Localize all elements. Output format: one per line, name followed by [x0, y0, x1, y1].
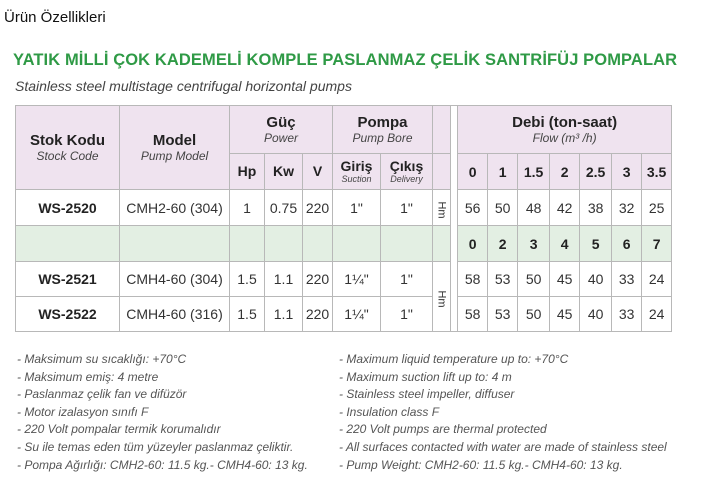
delivery-sublabel: Delivery [390, 174, 423, 184]
head-unit-label: Hm [435, 200, 448, 219]
page-title: Ürün Özellikleri [4, 9, 106, 26]
suction-header [333, 154, 381, 190]
kw-header: Kw [265, 154, 303, 190]
hp-cell: 1 [230, 190, 265, 226]
head-cell: 45 [550, 262, 580, 297]
empty-cell [265, 226, 303, 262]
suction-cell: 1¼" [333, 297, 381, 332]
suction-cell: 1¼" [333, 262, 381, 297]
head-cell: 40 [580, 297, 612, 332]
flow-value-b: 7 [642, 226, 672, 262]
bore-label: Pompa [357, 114, 408, 131]
spec-table [15, 105, 672, 332]
kw-cell: 0.75 [265, 190, 303, 226]
bore-sublabel: Pump Bore [352, 131, 413, 145]
model-label: Model [152, 132, 197, 149]
head-cell: 38 [580, 190, 612, 226]
head-unit-cell [433, 262, 451, 332]
empty-cell [120, 226, 230, 262]
unit-spacer-cell [433, 106, 451, 154]
flow-sublabel: Flow (m³ /h) [532, 131, 597, 145]
head-cell: 48 [518, 190, 550, 226]
head-cell: 53 [488, 297, 518, 332]
delivery-label: Çıkış [389, 158, 424, 174]
product-heading-en: Stainless steel multistage centrifugal horizontal pumps [15, 78, 352, 94]
note-item: - 220 Volt pumps are thermal protected [339, 422, 547, 437]
note-item: - Pump Weight: CMH2-60: 11.5 kg.- CMH4-60: 13 kg. [339, 457, 623, 472]
table-row [16, 297, 672, 332]
flow-value-b: 4 [550, 226, 580, 262]
head-cell: 42 [550, 190, 580, 226]
head-cell: 33 [612, 262, 642, 297]
model-sublabel: Pump Model [140, 149, 209, 163]
empty-cell [333, 226, 381, 262]
note-item: - Maksimum su sıcaklığı: +70°C [17, 352, 187, 366]
flow-value-a: 0 [458, 154, 488, 190]
hp-cell: 1.5 [230, 297, 265, 332]
flow-value-a: 2 [550, 154, 580, 190]
model-cell: CMH4-60 (304) [120, 262, 230, 297]
table-row [16, 190, 672, 226]
stock-code-sublabel: Stock Code [36, 149, 99, 163]
bore-header [333, 106, 433, 154]
note-item: - Su ile temas eden tüm yüzeyler paslanmaz çeliktir. [17, 439, 294, 454]
head-cell: 45 [550, 297, 580, 332]
note-item: - Pompa Ağırlığı: CMH2-60: 11.5 kg.- CMH4-60: 13 kg. [17, 457, 308, 472]
note-item: - 220 Volt pompalar termik korumalıdır [17, 422, 221, 437]
hp-header: Hp [230, 154, 265, 190]
flow-value-b: 3 [518, 226, 550, 262]
head-unit-label: Hm [435, 289, 448, 308]
note-item: - Motor izalasyon sınıfı F [17, 404, 149, 419]
kw-cell: 1.1 [265, 297, 303, 332]
model-cell: CMH2-60 (304) [120, 190, 230, 226]
suction-sublabel: Suction [341, 174, 372, 184]
suction-label: Giriş [340, 158, 373, 174]
kw-cell: 1.1 [265, 262, 303, 297]
head-cell: 58 [458, 262, 488, 297]
empty-cell [381, 226, 433, 262]
head-cell: 50 [518, 262, 550, 297]
power-label: Güç [266, 114, 296, 131]
flow-value-b: 6 [612, 226, 642, 262]
note-item: - Maximum liquid temperature up to: +70°C [339, 352, 569, 366]
table-row [16, 262, 672, 297]
flow-value-b: 0 [458, 226, 488, 262]
notes-en [339, 351, 667, 474]
flow-label: Debi (ton-saat) [512, 114, 618, 131]
flow-value-a: 1.5 [518, 154, 550, 190]
note-item: - All surfaces contacted with water are made of stainless steel [339, 439, 667, 454]
delivery-header [381, 154, 433, 190]
suction-cell: 1" [333, 190, 381, 226]
v-cell: 220 [303, 297, 333, 332]
flow-subheader-row [16, 226, 672, 262]
hp-cell: 1.5 [230, 262, 265, 297]
head-cell: 50 [488, 190, 518, 226]
v-cell: 220 [303, 190, 333, 226]
head-unit-cell [433, 190, 451, 226]
flow-value-a: 2.5 [580, 154, 612, 190]
note-item: - Stainless steel impeller, diffuser [339, 387, 515, 402]
unit-spacer-cell [433, 154, 451, 190]
flow-value-a: 3.5 [642, 154, 672, 190]
note-item: - Paslanmaz çelik fan ve difüzör [17, 387, 187, 402]
head-cell: 50 [518, 297, 550, 332]
head-cell: 40 [580, 262, 612, 297]
flow-header [458, 106, 672, 154]
head-cell: 24 [642, 262, 672, 297]
v-cell: 220 [303, 262, 333, 297]
power-sublabel: Power [263, 131, 298, 145]
delivery-cell: 1" [381, 190, 433, 226]
head-cell: 25 [642, 190, 672, 226]
product-heading-tr: YATIK MİLLİ ÇOK KADEMELİ KOMPLE PASLANMAZ ÇELİK SANTRİFÜJ POMPALAR [13, 51, 678, 69]
note-item: - Insulation class F [339, 404, 440, 419]
head-cell: 58 [458, 297, 488, 332]
note-item: - Maksimum emiş: 4 metre [17, 369, 159, 384]
power-header [230, 106, 333, 154]
head-cell: 56 [458, 190, 488, 226]
stock-code-label: Stok Kodu [30, 132, 105, 149]
empty-cell [433, 226, 451, 262]
flow-value-a: 1 [488, 154, 518, 190]
stock-code-cell: WS-2521 [16, 262, 120, 297]
head-cell: 24 [642, 297, 672, 332]
stock-code-cell: WS-2522 [16, 297, 120, 332]
head-cell: 32 [612, 190, 642, 226]
head-cell: 33 [612, 297, 642, 332]
flow-value-b: 2 [488, 226, 518, 262]
stock-code-header [16, 106, 120, 190]
notes-tr [17, 351, 308, 474]
empty-cell [230, 226, 265, 262]
flow-value-b: 5 [580, 226, 612, 262]
flow-value-a: 3 [612, 154, 642, 190]
delivery-cell: 1" [381, 262, 433, 297]
delivery-cell: 1" [381, 297, 433, 332]
stock-code-cell: WS-2520 [16, 190, 120, 226]
empty-cell [16, 226, 120, 262]
v-header: V [303, 154, 333, 190]
head-cell: 53 [488, 262, 518, 297]
model-header [120, 106, 230, 190]
model-cell: CMH4-60 (316) [120, 297, 230, 332]
note-item: - Maximum suction lift up to: 4 m [339, 369, 512, 384]
empty-cell [303, 226, 333, 262]
column-gap [451, 106, 458, 332]
